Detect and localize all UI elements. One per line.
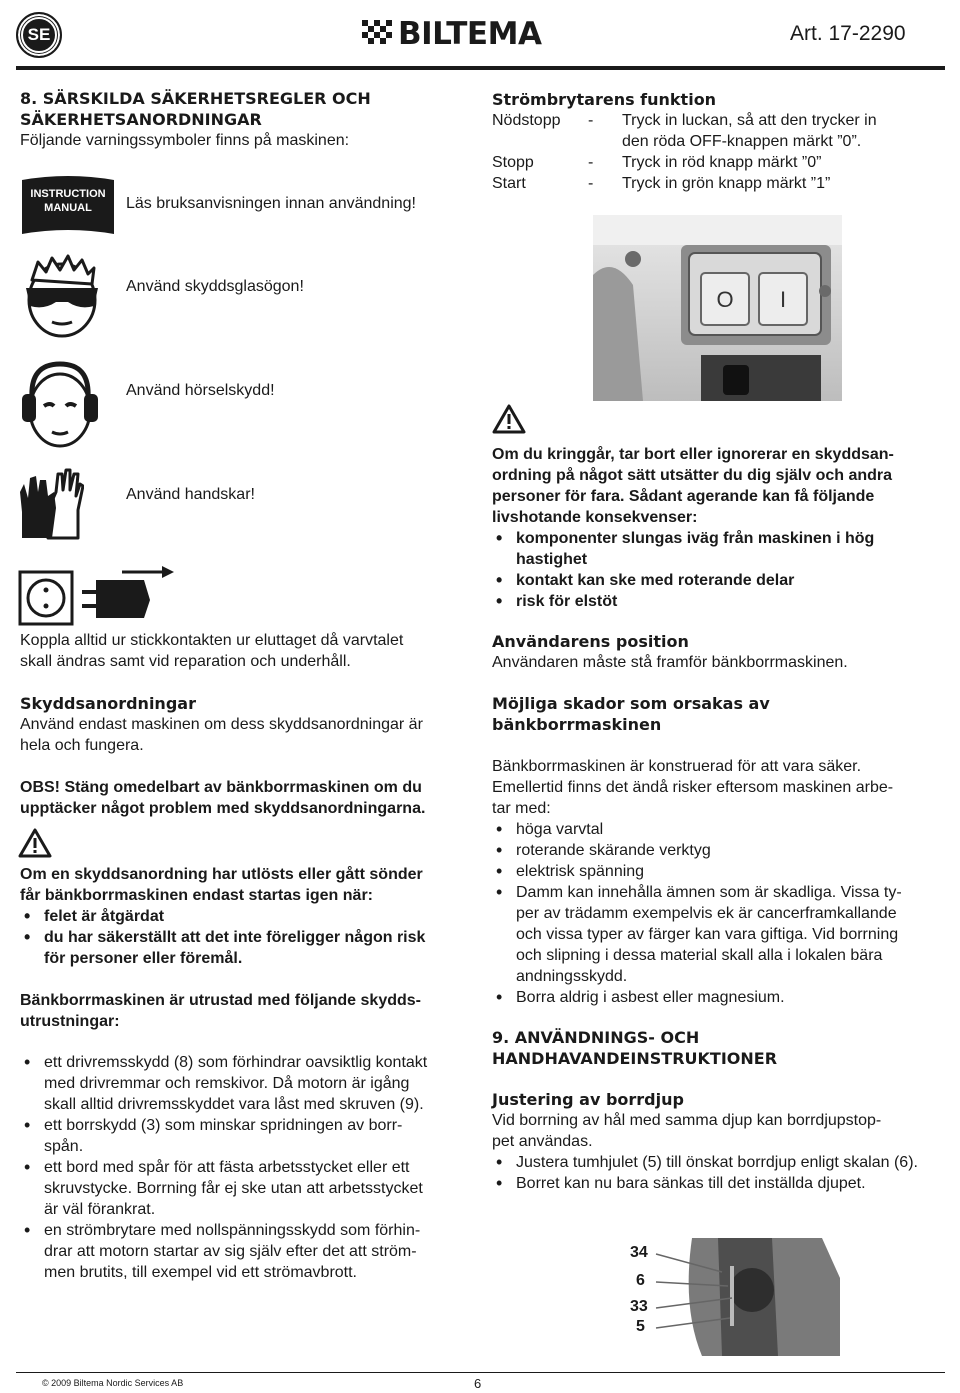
switch-row xyxy=(492,152,922,173)
list-item-text: • kontakt kan ske med roterande delar xyxy=(516,572,795,589)
equipment-title-line2: utrustningar: xyxy=(20,1013,120,1030)
left-warning-text xyxy=(20,864,423,906)
switch-row-text: den röda OFF-knappen märkt ”0”. xyxy=(622,133,862,150)
list-item xyxy=(20,1115,480,1157)
socket-icon xyxy=(18,570,74,626)
guards-title: Skyddsanordningar xyxy=(20,694,196,713)
brand-logo xyxy=(362,18,541,50)
list-item xyxy=(20,927,480,969)
list-item xyxy=(492,987,942,1008)
section-9-title xyxy=(492,1027,777,1069)
list-item xyxy=(492,1152,942,1173)
language-badge xyxy=(16,12,62,58)
list-item xyxy=(492,570,932,591)
list-item-text: med drivremmar och remskivor. Då motorn är igång xyxy=(44,1075,410,1092)
symbol-text-manual: Läs bruksanvisningen innan användning! xyxy=(126,195,416,212)
switch-row-dash: - xyxy=(588,175,594,192)
injury-title xyxy=(492,693,770,735)
guards-text-line1: Använd endast maskinen om dess skyddsanordningar är xyxy=(20,716,423,733)
obs-label: OBS! xyxy=(20,779,60,796)
injury-text-line: Bänkborrmaskinen är konstruerad för att vara säker. xyxy=(492,758,862,775)
depth-title: Justering av borrdjup xyxy=(492,1090,684,1109)
injury-title-line1: Möjliga skador som orsakas av xyxy=(492,694,770,713)
switch-table xyxy=(492,110,922,194)
list-item xyxy=(20,1157,480,1220)
injury-title-line2: bänkborrmaskinen xyxy=(492,715,662,734)
injury-text-line: tar med: xyxy=(492,800,551,817)
language-badge-label: SE xyxy=(27,25,51,44)
list-item-text: • komponenter slungas iväg från maskinen i hög xyxy=(516,530,875,547)
switch-row-label: Stopp xyxy=(492,154,534,171)
list-item-text: • ett borrskydd (3) som minskar spridningen av borr- xyxy=(44,1117,403,1134)
list-item-text: • Justera tumhjulet (5) till önskat borrdjup enligt skalan (6). xyxy=(516,1154,918,1171)
depth-list xyxy=(492,1152,942,1194)
list-item xyxy=(20,906,480,927)
header-rule xyxy=(16,66,945,70)
callout-label: 5 xyxy=(636,1318,645,1335)
list-item xyxy=(20,1220,480,1283)
section-8-title-line1: 8. SÄRSKILDA SÄKERHETSREGLER OCH xyxy=(20,89,371,108)
page-number: 6 xyxy=(474,1376,482,1391)
obs-text-line2: upptäcker något problem med skyddsanordningarna. xyxy=(20,800,426,817)
unplug-text xyxy=(20,630,403,672)
switch-row-text: Tryck in grön knapp märkt ”1” xyxy=(622,175,831,192)
list-item-text: drar att motorn startar av sig själv efter det att ström- xyxy=(44,1243,417,1260)
unplug-text-line2: skall ändras samt vid reparation och underhåll. xyxy=(20,653,351,670)
gloves-icon xyxy=(18,462,84,540)
symbol-text-gloves: Använd handskar! xyxy=(126,486,255,503)
list-item-text: är väl förankrat. xyxy=(44,1201,156,1218)
list-item-text: • en strömbrytare med nollspänningsskydd som förhin- xyxy=(44,1222,421,1239)
footer-rule xyxy=(16,1372,945,1373)
symbol-text-glasses: Använd skyddsglasögon! xyxy=(126,278,304,295)
callout-label: 33 xyxy=(630,1298,648,1315)
depth-stop-photo xyxy=(622,1238,840,1356)
switch-row xyxy=(492,173,922,194)
article-number: Art. 17-2290 xyxy=(790,22,906,45)
list-item xyxy=(492,1173,942,1194)
switch-row-text: Tryck in luckan, så att den trycker in xyxy=(622,112,877,129)
list-item xyxy=(492,882,942,987)
unplug-text-line1: Koppla alltid ur stickkontakten ur eluttaget då varvtalet xyxy=(20,632,404,649)
switch-row xyxy=(492,110,922,152)
list-item xyxy=(492,591,932,612)
list-item-text: och slipning i dessa material skall alla i lokalen bära xyxy=(516,947,883,964)
section-8-title-line2: SÄKERHETSANORDNINGAR xyxy=(20,110,262,129)
manual-icon-line2: MANUAL xyxy=(44,202,92,214)
list-item-text: • Borra aldrig i asbest eller magnesium. xyxy=(516,989,785,1006)
list-item-text: skruvstycke. Borrning får ej ske utan att arbetsstycket xyxy=(44,1180,423,1197)
switch-row-dash: - xyxy=(588,154,594,171)
position-title: Användarens position xyxy=(492,632,689,651)
right-warning-line: ordning på något sätt utsätter du dig själv och andra xyxy=(492,467,893,484)
left-warning-line2: får bänkborrmaskinen endast startas igen när: xyxy=(20,887,373,904)
equipment-list xyxy=(20,1052,480,1283)
list-item-text: spån. xyxy=(44,1138,84,1155)
right-warning-line: personer för fara. Sådant agerande kan få följande xyxy=(492,488,875,505)
injury-text-line: Emellertid finns det ändå risker eftersom maskinen arbe- xyxy=(492,779,894,796)
list-item-text: • höga varvtal xyxy=(516,821,604,838)
callout-label: 6 xyxy=(636,1272,645,1289)
right-warning-text xyxy=(492,444,894,528)
off-button-label: O xyxy=(716,287,734,312)
list-item-text: • Damm kan innehålla ämnen som är skadliga. Vissa ty- xyxy=(516,884,902,901)
hearing-protection-icon xyxy=(18,358,102,450)
list-item xyxy=(492,819,942,840)
list-item-text: för personer eller föremål. xyxy=(44,950,243,967)
section-9-title-line1: 9. ANVÄNDNINGS- OCH xyxy=(492,1028,700,1047)
callout-label: 34 xyxy=(630,1244,648,1261)
list-item-text: per av trädamm exempelvis ek är cancerframkallande xyxy=(516,905,897,922)
equipment-title-line1: Bänkborrmaskinen är utrustad med följande skydds- xyxy=(20,992,421,1009)
left-warning-list xyxy=(20,906,480,969)
right-warning-line: livshotande konsekvenser: xyxy=(492,509,698,526)
depth-text xyxy=(492,1110,881,1152)
list-item-text: men brutits, till exempel vid ett strömavbrott. xyxy=(44,1264,357,1281)
switch-row-dash: - xyxy=(588,112,594,129)
position-text: Användaren måste stå framför bänkborrmaskinen. xyxy=(492,654,848,671)
right-warning-line: Om du kringgår, tar bort eller ignorerar en skyddsan- xyxy=(492,446,894,463)
list-item-text: • ett drivremsskydd (8) som förhindrar oavsiktlig kontakt xyxy=(44,1054,428,1071)
list-item-text: • Borret kan nu bara sänkas till det inställda djupet. xyxy=(516,1175,866,1192)
instruction-manual-icon xyxy=(20,174,116,240)
list-item-text: skall alltid drivremsskyddet vara låst med skruven (9). xyxy=(44,1096,424,1113)
brand-name: BILTEMA xyxy=(398,16,542,52)
list-item xyxy=(492,840,942,861)
guards-text-line2: hela och fungera. xyxy=(20,737,144,754)
obs-text-line1: Stäng omedelbart av bänkborrmaskinen om du xyxy=(64,779,422,796)
obs-note xyxy=(20,777,425,819)
manual-icon-line1: INSTRUCTION xyxy=(30,188,106,200)
list-item xyxy=(492,861,942,882)
switch-row-text: Tryck in röd knapp märkt ”0” xyxy=(622,154,822,171)
section-8-title xyxy=(20,88,371,130)
right-warning-list xyxy=(492,528,932,612)
switch-title: Strömbrytarens funktion xyxy=(492,90,717,109)
list-item-text: • elektrisk spänning xyxy=(516,863,645,880)
list-item-text: • du har säkerställt att det inte föreligger någon risk xyxy=(44,929,426,946)
section-9-title-line2: HANDHAVANDEINSTRUKTIONER xyxy=(492,1049,778,1068)
injury-text xyxy=(492,756,893,819)
copyright: © 2009 Biltema Nordic Services AB xyxy=(42,1378,184,1388)
switch-photo xyxy=(593,215,842,401)
list-item xyxy=(20,1052,480,1115)
warning-triangle-icon xyxy=(492,404,526,434)
list-item-text: och vissa typer av färger kan vara giftiga. Vid borrning xyxy=(516,926,899,943)
list-item-text: • risk för elstöt xyxy=(516,593,618,610)
depth-text-line1: Vid borrning av hål med samma djup kan borrdjupstop- xyxy=(492,1112,882,1129)
warning-triangle-icon xyxy=(18,828,52,858)
symbols-intro: Följande varningssymboler finns på maskinen: xyxy=(20,132,350,149)
switch-row-label: Start xyxy=(492,175,526,192)
list-item-text: andningsskydd. xyxy=(516,968,628,985)
on-button-label: I xyxy=(779,287,787,312)
left-warning-line1: Om en skyddsanordning har utlösts eller gått sönder xyxy=(20,866,423,883)
guards-text xyxy=(20,714,423,756)
list-item xyxy=(492,528,932,570)
list-item-text: hastighet xyxy=(516,551,588,568)
depth-text-line2: pet användas. xyxy=(492,1133,593,1150)
equipment-title xyxy=(20,990,421,1032)
checker-flag-icon xyxy=(362,20,392,48)
symbol-text-hearing: Använd hörselskydd! xyxy=(126,382,275,399)
list-item-text: • roterande skärande verktyg xyxy=(516,842,711,859)
safety-glasses-icon xyxy=(20,250,104,338)
list-item-text: • ett bord med spår för att fästa arbetsstycket eller ett xyxy=(44,1159,410,1176)
plug-icon xyxy=(82,562,174,622)
list-item-text: • felet är åtgärdat xyxy=(44,908,165,925)
switch-row-label: Nödstopp xyxy=(492,112,561,129)
injury-list xyxy=(492,819,942,1008)
